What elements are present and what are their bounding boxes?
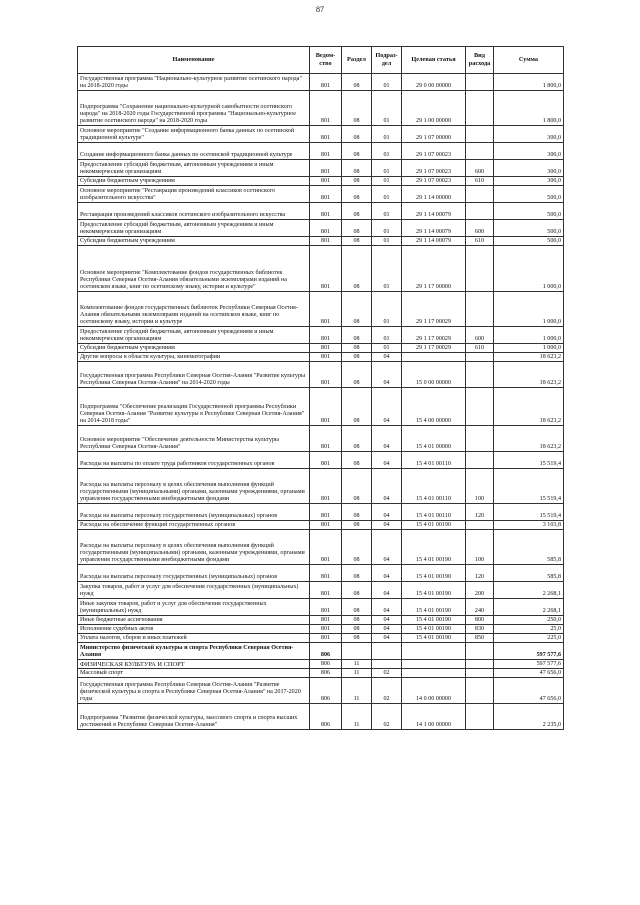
row-name: Иные закупки товаров, работ и услуг для обеспечения государственных (муниципальных) нужд <box>78 599 310 616</box>
row-name: Расходы на обеспечение функций государственных органов <box>78 521 310 530</box>
row-name: Министерство физической культуры и спорта Республики Северная Осетия-Алания <box>78 643 310 660</box>
row-exp-type: 120 <box>466 565 494 582</box>
row-sum: 15 519,4 <box>494 452 564 469</box>
table-row <box>78 565 564 582</box>
row-name: Закупка товаров, работ и услуг для обеспечения государственных (муниципальных) нужд <box>78 582 310 599</box>
row-name: Государственная программа Республики Северная Осетия-Алания "Развитие физической культуры и спорта в Республике Северная Осетия-Алания" на 2017-2020 годы <box>78 678 310 704</box>
table-row <box>78 292 564 327</box>
row-section <box>342 643 372 660</box>
row-target: 15 4 01 00190 <box>402 616 466 625</box>
row-subsection: 04 <box>372 530 402 565</box>
row-subsection: 04 <box>372 599 402 616</box>
table-row <box>78 634 564 643</box>
row-sum: 15 519,4 <box>494 504 564 521</box>
table-row <box>78 704 564 730</box>
row-sum: 15 519,4 <box>494 469 564 504</box>
row-name: Комплектование фондов государственных библиотек Республики Северная Осетия-Алания обязательными экземплярами изданий на осетинском языке, книг по осетинскому языку, истории и культуре <box>78 292 310 327</box>
row-subsection: 04 <box>372 582 402 599</box>
row-section: 08 <box>342 246 372 292</box>
row-subsection: 04 <box>372 353 402 362</box>
table-row <box>78 469 564 504</box>
row-dept: 801 <box>310 220 342 237</box>
row-target: 15 4 00 00000 <box>402 388 466 426</box>
table-row <box>78 388 564 426</box>
table-row <box>78 362 564 388</box>
row-section: 08 <box>342 521 372 530</box>
row-subsection: 04 <box>372 426 402 452</box>
table-row <box>78 327 564 344</box>
row-sum: 47 656,0 <box>494 669 564 678</box>
row-section: 08 <box>342 186 372 203</box>
row-dept: 801 <box>310 504 342 521</box>
row-name: Подпрограмма "Развитие физической культуры, массового спорта и спорта высших достижений в Республике Северная Осетия-Алания" <box>78 704 310 730</box>
row-sum: 1 000,0 <box>494 344 564 353</box>
row-dept: 801 <box>310 186 342 203</box>
row-section: 11 <box>342 660 372 669</box>
row-section: 11 <box>342 704 372 730</box>
row-subsection: 01 <box>372 126 402 143</box>
row-sum: 585,8 <box>494 530 564 565</box>
row-section: 08 <box>342 74 372 91</box>
row-target: 15 4 01 00190 <box>402 530 466 565</box>
row-section: 08 <box>342 625 372 634</box>
row-section: 11 <box>342 669 372 678</box>
row-dept: 801 <box>310 292 342 327</box>
table-row <box>78 616 564 625</box>
table-row <box>78 643 564 660</box>
table-row <box>78 530 564 565</box>
row-sum: 300,0 <box>494 160 564 177</box>
row-section: 08 <box>342 91 372 126</box>
row-subsection: 01 <box>372 160 402 177</box>
row-exp-type <box>466 203 494 220</box>
row-exp-type <box>466 452 494 469</box>
row-name: Основное мероприятие "Комплектование фондов государственных библиотек Республики Северная Осетия-Алания обязательными экземплярами изданий на осетинском языке, книг по осетинскому языку, истории и культуре" <box>78 246 310 292</box>
table-row <box>78 669 564 678</box>
row-subsection: 01 <box>372 203 402 220</box>
row-section: 08 <box>342 616 372 625</box>
row-exp-type <box>466 669 494 678</box>
row-dept: 801 <box>310 452 342 469</box>
row-target: 29 1 17 00029 <box>402 292 466 327</box>
row-name: Основное мероприятие "Реставрация произведений классиков осетинского изобразительного искусства" <box>78 186 310 203</box>
table-row <box>78 177 564 186</box>
row-sum: 1 800,0 <box>494 74 564 91</box>
row-target: 15 4 01 00190 <box>402 634 466 643</box>
row-sum: 300,0 <box>494 143 564 160</box>
table-row <box>78 237 564 246</box>
row-subsection: 01 <box>372 292 402 327</box>
row-subsection <box>372 660 402 669</box>
table-row <box>78 186 564 203</box>
row-exp-type <box>466 426 494 452</box>
row-dept: 801 <box>310 203 342 220</box>
row-dept: 801 <box>310 327 342 344</box>
budget-table <box>77 46 564 730</box>
row-section: 08 <box>342 452 372 469</box>
table-row <box>78 74 564 91</box>
row-name: Субсидии бюджетным учреждениям <box>78 177 310 186</box>
table-row <box>78 521 564 530</box>
table-row <box>78 426 564 452</box>
row-sum: 500,0 <box>494 203 564 220</box>
header-dept: Ведом-ство <box>310 47 342 74</box>
row-section: 08 <box>342 237 372 246</box>
row-dept: 801 <box>310 237 342 246</box>
header-sum: Сумма <box>494 47 564 74</box>
table-row <box>78 344 564 353</box>
row-exp-type: 600 <box>466 160 494 177</box>
row-sum: 250,0 <box>494 616 564 625</box>
table-row <box>78 353 564 362</box>
row-section: 08 <box>342 327 372 344</box>
row-section: 08 <box>342 292 372 327</box>
row-dept: 801 <box>310 616 342 625</box>
row-sum: 500,0 <box>494 220 564 237</box>
row-subsection: 04 <box>372 452 402 469</box>
row-subsection: 01 <box>372 91 402 126</box>
row-target: 15 4 01 00190 <box>402 582 466 599</box>
row-name: Предоставление субсидий бюджетным, автономным учреждениям и иным некоммерческим организациям <box>78 220 310 237</box>
row-section: 08 <box>342 353 372 362</box>
row-subsection: 01 <box>372 327 402 344</box>
table-row <box>78 678 564 704</box>
row-name: Предоставление субсидий бюджетным, автономным учреждениям и иным некоммерческим организациям <box>78 327 310 344</box>
row-name: Основное мероприятие "Обеспечение деятельности Министерства культуры Республики Северная Осетия-Алания" <box>78 426 310 452</box>
row-subsection: 04 <box>372 504 402 521</box>
row-dept: 801 <box>310 565 342 582</box>
row-subsection: 01 <box>372 344 402 353</box>
row-dept: 801 <box>310 625 342 634</box>
row-dept: 801 <box>310 143 342 160</box>
row-dept: 806 <box>310 669 342 678</box>
row-target <box>402 643 466 660</box>
row-target <box>402 353 466 362</box>
row-name: Реставрация произведений классиков осетинского изобразительного искусства <box>78 203 310 220</box>
row-section: 08 <box>342 220 372 237</box>
row-subsection: 01 <box>372 177 402 186</box>
row-target: 29 1 14 00000 <box>402 186 466 203</box>
row-section: 08 <box>342 530 372 565</box>
row-exp-type: 610 <box>466 344 494 353</box>
table-row <box>78 160 564 177</box>
row-exp-type <box>466 126 494 143</box>
row-section: 08 <box>342 634 372 643</box>
row-target: 29 0 00 00000 <box>402 74 466 91</box>
row-dept: 801 <box>310 469 342 504</box>
row-dept: 801 <box>310 177 342 186</box>
row-dept: 801 <box>310 362 342 388</box>
row-target: 29 1 17 00000 <box>402 246 466 292</box>
row-exp-type <box>466 388 494 426</box>
row-subsection: 04 <box>372 362 402 388</box>
row-target: 29 1 00 00000 <box>402 91 466 126</box>
row-section: 08 <box>342 388 372 426</box>
row-exp-type: 100 <box>466 469 494 504</box>
row-sum: 2 268,1 <box>494 599 564 616</box>
row-target: 15 4 01 00110 <box>402 469 466 504</box>
row-sum: 25,0 <box>494 625 564 634</box>
table-header-row <box>78 47 564 74</box>
row-target: 29 1 17 00029 <box>402 327 466 344</box>
row-target: 29 1 07 00023 <box>402 177 466 186</box>
table-row <box>78 143 564 160</box>
row-name: Основное мероприятие "Создание информационного банка данных по осетинской традиционной культуре" <box>78 126 310 143</box>
header-exp-type: Вид расхода <box>466 47 494 74</box>
row-target: 29 1 17 00029 <box>402 344 466 353</box>
row-target: 29 1 07 00023 <box>402 160 466 177</box>
row-dept: 806 <box>310 678 342 704</box>
row-sum: 300,0 <box>494 126 564 143</box>
row-target: 14 0 00 00000 <box>402 678 466 704</box>
row-dept: 801 <box>310 353 342 362</box>
table-row <box>78 625 564 634</box>
row-dept: 806 <box>310 643 342 660</box>
row-exp-type <box>466 678 494 704</box>
row-exp-type: 120 <box>466 504 494 521</box>
row-name: Подпрограмма "Сохранение национально-культурной самобытности осетинского народа" на 2018-2020 годы Государственной программы "Национально-культурное развитие осетинского народа" на 2018-2020 годы <box>78 91 310 126</box>
row-exp-type: 600 <box>466 327 494 344</box>
row-dept: 801 <box>310 74 342 91</box>
row-section: 08 <box>342 143 372 160</box>
row-sum: 225,0 <box>494 634 564 643</box>
row-subsection <box>372 643 402 660</box>
table-row <box>78 126 564 143</box>
row-sum: 18 623,2 <box>494 388 564 426</box>
row-target: 14 1 00 00000 <box>402 704 466 730</box>
row-exp-type: 800 <box>466 616 494 625</box>
row-section: 11 <box>342 678 372 704</box>
row-name: Подпрограмма "Обеспечение реализации Государственной программы Республики Северная Осетия-Алания "Развитие культуры в Республике Северная Осетия-Алания" на 2014-2018 годы" <box>78 388 310 426</box>
row-section: 08 <box>342 599 372 616</box>
row-subsection: 04 <box>372 565 402 582</box>
row-section: 08 <box>342 203 372 220</box>
row-sum: 597 577,6 <box>494 643 564 660</box>
row-exp-type: 830 <box>466 625 494 634</box>
row-sum: 18 623,2 <box>494 353 564 362</box>
row-exp-type: 610 <box>466 177 494 186</box>
row-target <box>402 660 466 669</box>
row-name: Расходы на выплаты персоналу государственных (муниципальных) органов <box>78 565 310 582</box>
row-exp-type <box>466 74 494 91</box>
row-exp-type: 240 <box>466 599 494 616</box>
row-sum: 18 623,2 <box>494 362 564 388</box>
row-sum: 585,8 <box>494 565 564 582</box>
row-dept: 801 <box>310 582 342 599</box>
row-name: Создание информационного банка данных по осетинской традиционной культуре <box>78 143 310 160</box>
row-target: 15 0 00 00000 <box>402 362 466 388</box>
header-target: Целевая статья <box>402 47 466 74</box>
row-exp-type <box>466 91 494 126</box>
row-dept: 801 <box>310 126 342 143</box>
row-sum: 300,0 <box>494 177 564 186</box>
row-exp-type <box>466 521 494 530</box>
row-name: Иные бюджетные ассигнования <box>78 616 310 625</box>
row-sum: 500,0 <box>494 237 564 246</box>
table-row <box>78 91 564 126</box>
row-name: Государственная программа Республики Северная Осетия-Алания "Развитие культуры Республики Северная Осетия-Алания" на 2014-2020 годы <box>78 362 310 388</box>
row-subsection: 04 <box>372 634 402 643</box>
row-sum: 47 656,0 <box>494 678 564 704</box>
row-exp-type <box>466 704 494 730</box>
row-dept: 801 <box>310 160 342 177</box>
row-dept: 801 <box>310 246 342 292</box>
row-target: 15 4 01 00000 <box>402 426 466 452</box>
row-exp-type <box>466 660 494 669</box>
row-subsection: 02 <box>372 678 402 704</box>
table-body <box>78 74 564 730</box>
page-number: 87 <box>316 5 324 14</box>
row-subsection: 04 <box>372 616 402 625</box>
row-dept: 801 <box>310 521 342 530</box>
row-exp-type: 600 <box>466 220 494 237</box>
row-subsection: 01 <box>372 186 402 203</box>
row-exp-type <box>466 186 494 203</box>
row-target: 15 4 01 00110 <box>402 452 466 469</box>
header-subsection: Подраз-дел <box>372 47 402 74</box>
row-dept: 806 <box>310 660 342 669</box>
table-row <box>78 246 564 292</box>
row-target: 29 1 14 00079 <box>402 220 466 237</box>
row-name: Расходы на выплаты персоналу государственных (муниципальных) органов <box>78 504 310 521</box>
row-target: 29 1 14 00079 <box>402 203 466 220</box>
row-exp-type <box>466 246 494 292</box>
row-section: 08 <box>342 177 372 186</box>
row-section: 08 <box>342 565 372 582</box>
row-subsection: 04 <box>372 625 402 634</box>
row-dept: 801 <box>310 599 342 616</box>
row-subsection: 01 <box>372 246 402 292</box>
row-subsection: 04 <box>372 388 402 426</box>
table-row <box>78 220 564 237</box>
row-sum: 1 000,0 <box>494 292 564 327</box>
row-dept: 801 <box>310 530 342 565</box>
row-exp-type <box>466 362 494 388</box>
row-section: 08 <box>342 126 372 143</box>
row-name: ФИЗИЧЕСКАЯ КУЛЬТУРА И СПОРТ <box>78 660 310 669</box>
row-target: 29 1 07 00023 <box>402 143 466 160</box>
row-section: 08 <box>342 426 372 452</box>
row-target: 15 4 01 00190 <box>402 521 466 530</box>
row-name: Субсидии бюджетным учреждениям <box>78 344 310 353</box>
row-sum: 1 800,0 <box>494 91 564 126</box>
row-exp-type: 850 <box>466 634 494 643</box>
row-dept: 801 <box>310 344 342 353</box>
row-subsection: 01 <box>372 143 402 160</box>
row-exp-type: 100 <box>466 530 494 565</box>
header-name: Наименование <box>78 47 310 74</box>
row-name: Расходы на выплаты персоналу в целях обеспечения выполнения функций государственными (муниципальными) органами, казенными учреждениями, органами управления государственными внебюджетными фондами <box>78 530 310 565</box>
row-subsection: 02 <box>372 669 402 678</box>
row-subsection: 04 <box>372 469 402 504</box>
row-exp-type <box>466 143 494 160</box>
row-sum: 500,0 <box>494 186 564 203</box>
row-dept: 806 <box>310 704 342 730</box>
row-exp-type <box>466 292 494 327</box>
row-section: 08 <box>342 504 372 521</box>
row-section: 08 <box>342 582 372 599</box>
row-target: 29 1 07 00000 <box>402 126 466 143</box>
row-subsection: 04 <box>372 521 402 530</box>
row-name: Субсидии бюджетным учреждениям <box>78 237 310 246</box>
row-subsection: 01 <box>372 237 402 246</box>
row-target: 15 4 01 00190 <box>402 625 466 634</box>
row-sum: 3 103,8 <box>494 521 564 530</box>
table-row <box>78 203 564 220</box>
header-section: Раздел <box>342 47 372 74</box>
row-sum: 1 000,0 <box>494 246 564 292</box>
row-sum: 18 623,2 <box>494 426 564 452</box>
row-subsection: 01 <box>372 74 402 91</box>
table-row <box>78 582 564 599</box>
row-name: Государственная программа "Национально-культурное развитие осетинского народа" на 2018-2020 годы <box>78 74 310 91</box>
table-row <box>78 599 564 616</box>
row-section: 08 <box>342 160 372 177</box>
row-name: Предоставление субсидий бюджетным, автономным учреждениям и иным некоммерческим организациям <box>78 160 310 177</box>
row-section: 08 <box>342 362 372 388</box>
row-target: 15 4 01 00110 <box>402 504 466 521</box>
row-dept: 801 <box>310 634 342 643</box>
row-exp-type: 200 <box>466 582 494 599</box>
row-exp-type: 610 <box>466 237 494 246</box>
row-dept: 801 <box>310 426 342 452</box>
row-subsection: 01 <box>372 220 402 237</box>
row-exp-type <box>466 643 494 660</box>
row-name: Другие вопросы в области культуры, кинематографии <box>78 353 310 362</box>
row-name: Уплата налогов, сборов и иных платежей <box>78 634 310 643</box>
row-exp-type <box>466 353 494 362</box>
row-sum: 2 268,1 <box>494 582 564 599</box>
row-dept: 801 <box>310 91 342 126</box>
row-name: Расходы на выплаты по оплате труда работников государственных органов <box>78 452 310 469</box>
row-dept: 801 <box>310 388 342 426</box>
row-sum: 1 000,0 <box>494 327 564 344</box>
table-row <box>78 660 564 669</box>
table-row <box>78 504 564 521</box>
row-section: 08 <box>342 469 372 504</box>
row-target <box>402 669 466 678</box>
row-section: 08 <box>342 344 372 353</box>
row-target: 15 4 01 00190 <box>402 599 466 616</box>
row-name: Расходы на выплаты персоналу в целях обеспечения выполнения функций государственными (муниципальными) органами, казенными учреждениями, органами управления государственными внебюджетными фондами <box>78 469 310 504</box>
row-name: Исполнение судебных актов <box>78 625 310 634</box>
row-subsection: 02 <box>372 704 402 730</box>
table-row <box>78 452 564 469</box>
row-target: 29 1 14 00079 <box>402 237 466 246</box>
row-name: Массовый спорт <box>78 669 310 678</box>
row-target: 15 4 01 00190 <box>402 565 466 582</box>
row-sum: 2 235,0 <box>494 704 564 730</box>
row-sum: 597 577,6 <box>494 660 564 669</box>
